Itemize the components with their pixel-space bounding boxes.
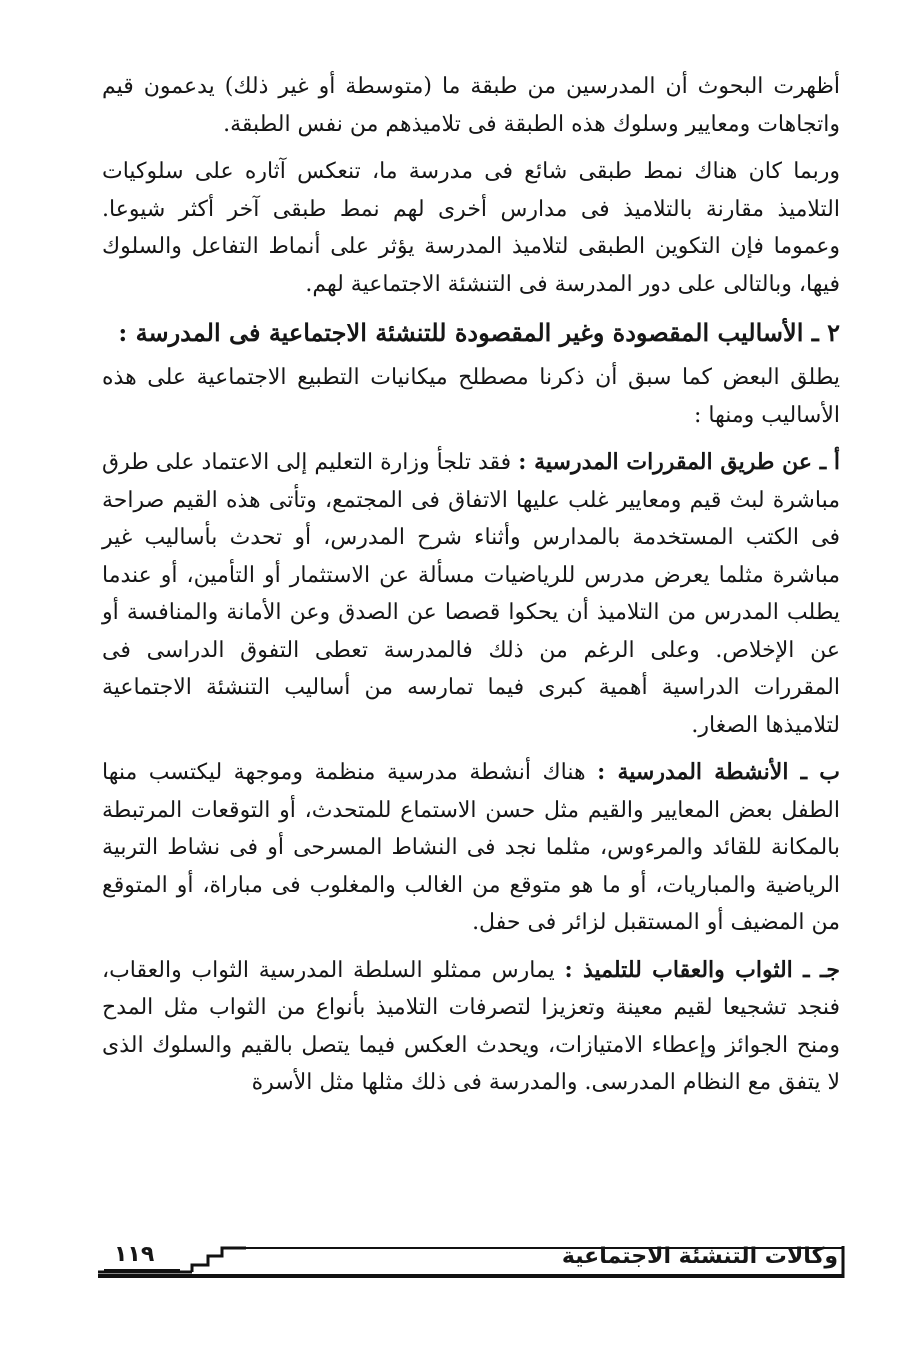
paragraph-reward-punishment [102, 952, 840, 1102]
paragraph-socialization-mechanisms: يطلق البعض كما سبق أن ذكرنا مصطلح ميكانيات التطبيع الاجتماعية على هذه الأساليب ومنها : [102, 365, 840, 428]
page-footer [96, 1238, 846, 1298]
page-body [102, 68, 840, 1112]
section-heading-methods: ٢ ـ الأساليب المقصودة وغير المقصودة للتنشئة الاجتماعية فى المدرسة : [118, 318, 840, 347]
page-number: ١١٩ [114, 1242, 155, 1267]
text-reward-punishment: يمارس ممثلو السلطة المدرسية الثواب والعقاب، فنجد تشجيعا لقيم معينة وتعزيزا لتصرفات التلاميذ بأنواع من الثواب مثل المدح ومنح الجوائز وإعطاء الامتيازات، ويحدث العكس فيما يتصل بالقيم والسلوك الذى لا يتفق مع النظام المدرسى. والمدرسة فى ذلك مثلها مثل الأسرة [102, 957, 840, 1095]
text-school-curricula: فقد تلجأ وزارة التعليم إلى الاعتماد على طرق مباشرة لبث قيم ومعايير غلب عليها الاتفاق فى المجتمع، وتأتى هذه القيم صراحة فى الكتب المستخدمة بالمدارس وأثناء شرح المدرس، أو تحدث بأساليب غير مباشرة مثلما يعرض مدرس للرياضيات مسألة عن الاستثمار أو التأمين، أو عندما يطلب المدرس من التلاميذ أن يحكوا قصصا عن الصدق وعن الأمانة والمنافسة أو عن الإخلاص. وعلى الرغم من ذلك فالمدرسة تعطى التفوق الدراسى فى المقررات الدراسية أهمية كبرى فيما تمارسه من أساليب التنشئة الاجتماعية لتلاميذها الصغار. [102, 450, 840, 738]
text-school-activities: هناك أنشطة مدرسية منظمة وموجهة ليكتسب منها الطفل بعض المعايير والقيم مثل حسن الاستماع للمتحدث، أو التوقعات المرتبطة بالمكانة للقائد والمرءوس، مثلما نجد فى النشاط المسرحى أو فى نشاط التربية الرياضية والمباريات، أو ما هو متوقع من الغالب والمغلوب فى مباراة، أو المتوقع من المضيف أو المستقبل لزائر فى حفل. [102, 760, 840, 935]
paragraph-school-curricula [102, 444, 840, 744]
running-title: وكالات التنشئة الاجتماعية [561, 1244, 838, 1269]
subheading-reward-punishment: جـ ـ الثواب والعقاب للتلميذ : [564, 956, 840, 983]
paragraph-social-class-research: أظهرت البحوث أن المدرسين من طبقة ما (متوسطة أو غير ذلك) يدعمون قيم واتجاهات ومعايير وسلوك هذه الطبقة فى تلاميذهم من نفس الطبقة. [102, 74, 840, 137]
subheading-school-activities: ب ـ الأنشطة المدرسية : [597, 759, 840, 785]
subheading-school-curricula: أ ـ عن طريق المقررات المدرسية : [518, 449, 840, 475]
paragraph-class-pattern: وربما كان هناك نمط طبقى شائع فى مدرسة ما، تنعكس آثاره على سلوكيات التلاميذ مقارنة بالتلاميذ فى مدارس أخرى لهم نمط طبقى آخر أكثر شيوعا. وعموما فإن التكوين الطبقى لتلاميذ المدرسة يؤثر على أنماط التفاعل والسلوك فيها، وبالتالى على دور المدرسة فى التنشئة الاجتماعية لهم. [102, 159, 840, 297]
paragraph-school-activities [102, 754, 840, 942]
